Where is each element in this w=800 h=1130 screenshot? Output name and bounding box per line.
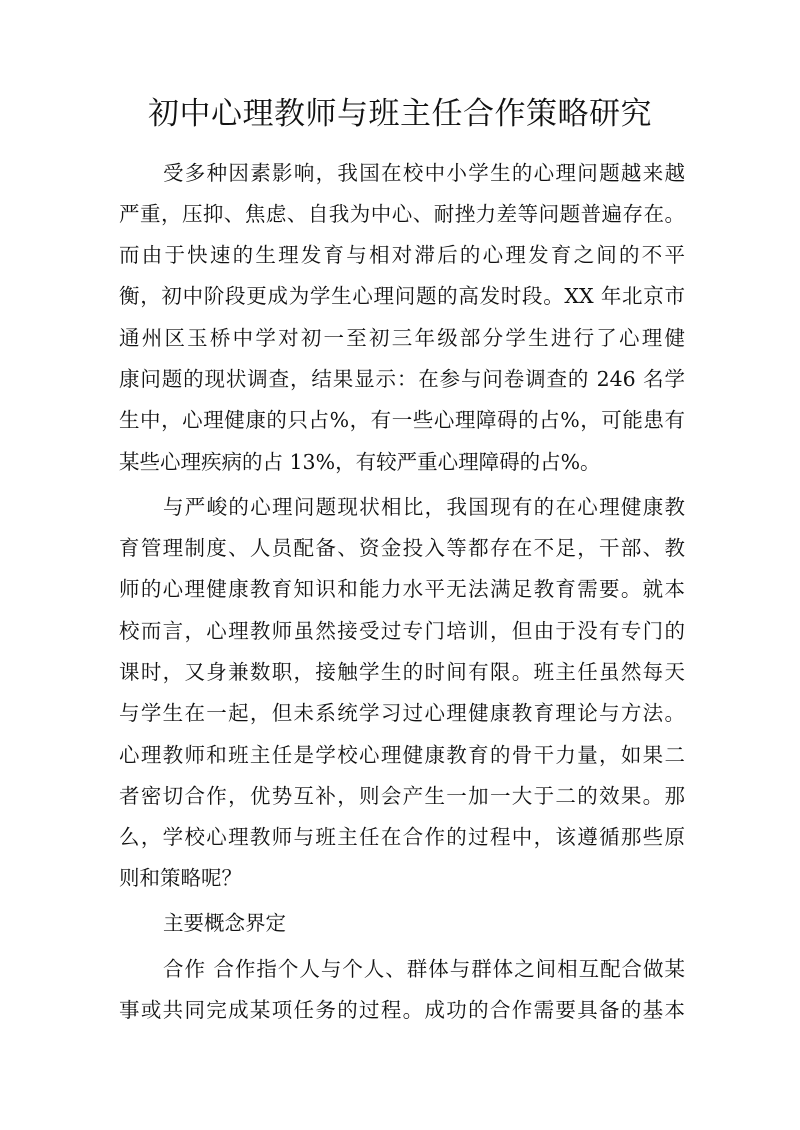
paragraph-1-line-7: 生中，心理健康的只占%，有一些心理障碍的占%，可能患有 xyxy=(119,408,685,432)
paragraph-3-line-1: 合作 合作指个人与个人、群体与群体之间相互配合做某 xyxy=(163,957,685,981)
paragraph-1-line-8: 某些心理疾病的占 13%，有较严重心理障碍的占%。 xyxy=(119,450,601,474)
paragraph-3-line-2: 事或共同完成某项任务的过程。成功的合作需要具备的基本 xyxy=(119,998,685,1022)
paragraph-2-line-4: 校而言，心理教师虽然接受过专门培训，但由于没有专门的 xyxy=(119,619,685,643)
paragraph-1-line-3: 而由于快速的生理发育与相对滞后的心理发育之间的不平 xyxy=(119,243,685,267)
paragraph-1-line-5: 通州区玉桥中学对初一至初三年级部分学生进行了心理健 xyxy=(119,326,685,350)
paragraph-2-line-8: 者密切合作，优势互补，则会产生一加一大于二的效果。那 xyxy=(119,784,685,808)
paragraph-1-line-1: 受多种因素影响，我国在校中小学生的心理问题越来越 xyxy=(163,161,685,185)
paragraph-2-line-9: 么，学校心理教师与班主任在合作的过程中，该遵循那些原 xyxy=(119,825,685,849)
paragraph-2-line-5: 课时，又身兼数职，接触学生的时间有限。班主任虽然每天 xyxy=(119,660,685,684)
paragraph-2-line-2: 育管理制度、人员配备、资金投入等都存在不足，干部、教 xyxy=(119,536,685,560)
paragraph-1-line-6: 康问题的现状调查，结果显示：在参与问卷调查的 246 名学 xyxy=(119,367,685,391)
document-title: 初中心理教师与班主任合作策略研究 xyxy=(148,96,652,132)
paragraph-1-line-2: 严重，压抑、焦虑、自我为中心、耐挫力差等问题普遍存在。 xyxy=(119,202,685,226)
paragraph-2-line-10: 则和策略呢？ xyxy=(119,866,242,890)
paragraph-2-line-3: 师的心理健康教育知识和能力水平无法满足教育需要。就本 xyxy=(119,577,685,601)
paragraph-2-line-7: 心理教师和班主任是学校心理健康教育的骨干力量，如果二 xyxy=(119,743,685,767)
paragraph-1-line-4: 衡，初中阶段更成为学生心理问题的高发时段。XX 年北京市 xyxy=(119,284,685,308)
paragraph-2-line-1: 与严峻的心理问题现状相比，我国现有的在心理健康教 xyxy=(163,495,685,519)
paragraph-2-line-6: 与学生在一起，但未系统学习过心理健康教育理论与方法。 xyxy=(119,701,685,725)
section-heading: 主要概念界定 xyxy=(163,911,286,935)
